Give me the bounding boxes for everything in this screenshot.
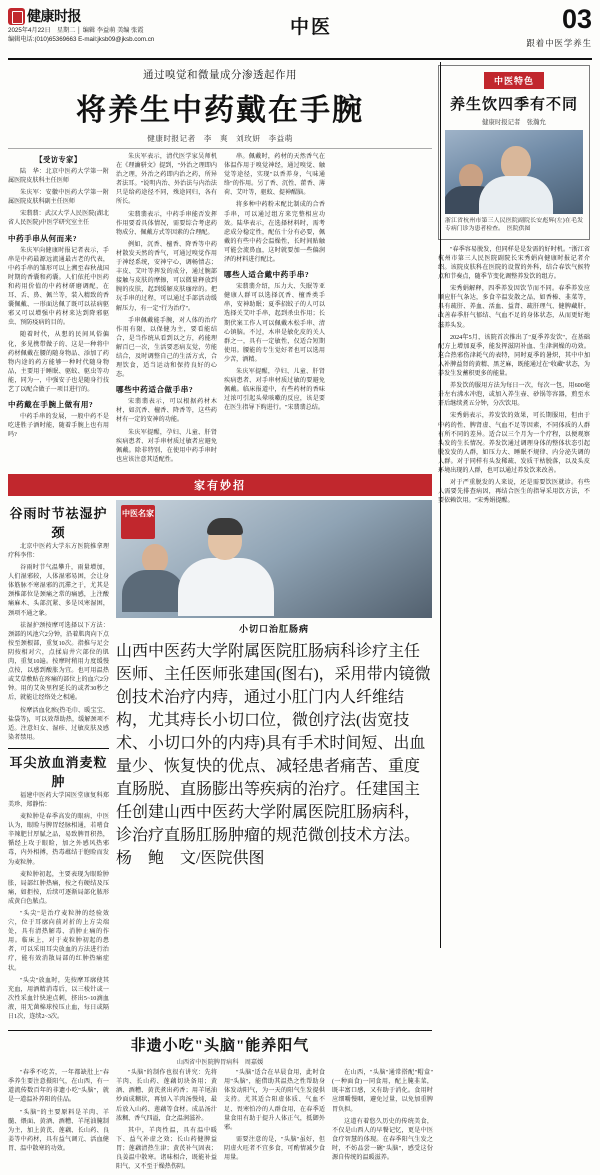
lead-col2-para-3: 例如，沉香、檀香、降香等中药材散发天然的香气，可通过嗅觉作用于神经系统，安神宁心，调畅情志；丰皮、艾叶等挥发的成分，通过腕部接触与皮肤的摩擦，可以微量释放到腕的皮肤，起到缓解皮肤瘙痒的。把玩手串的过程，可以通过手部活动缓解压力，有一定"行为治疗"。 [116,241,217,312]
lead-col3-para-1: 串。佩戴时，药材的天然香气在体温作用于嗅觉神经，通过嗅觉、触觉等途径，实现"以香养身，气味通络"的作用。另了香、沉性、藿香、薄荷、艾叶等，驱蚊、提神醒脑。 [224,154,325,197]
bottom-para-7: 在山西，"头脑"通常搭配"帽盒"(一种面食)一同食用，配上腌韭菜，既丰富口感，又有助于消化。食用时应细嚼慢咽，避免过量，以免加重脾胃负担。 [332,1070,433,1113]
lead-para-3: 中药手串的发展，一般中药不是吃进胜子酒时能，随着手腕上也有用吗? [8,414,109,439]
photo-person-right-body [479,176,553,214]
tip-1-author: 北京中医药大学东方医院推拿理疗科李伟： [8,543,109,559]
bottom-para-8: 这道有着悠久历史的传统美食，不仅是山西人的早餐记忆，更是中医食疗智慧的体现。在春季阳气生发之时，不妨品尝一碗"头脑"，感受这份源自传统的温暖滋养。 [332,1118,433,1161]
masthead [8,6,592,60]
bottom-col-4 [332,1069,433,1175]
tips-and-feature [8,500,541,1025]
bottom-col-1 [8,1069,109,1175]
page-number: 03 [561,4,592,34]
feature-box-headline: 养生饮四季有不同 [449,97,578,113]
rule [8,148,432,149]
bottom-col-2 [116,1069,217,1175]
rule [8,1030,432,1031]
logo-text: 健康时报 [27,8,81,24]
bottom-para-1: "春季不吃苦，一年都缺肚上"春季养生要注意摄阳气，在山西，有一道流传数百年的非遗小吃"头脑"，就是一道温补养阳的佳品。 [8,1070,109,1104]
feature-badge: 中医名家 [121,505,155,539]
sidebar-photo [445,130,583,214]
lead-col2-para-5: 宋翡翡表示，可以根据药材木材，如沉香、檀香、降香等，这些药材有一定的安神的功能。 [116,399,217,424]
masthead-right [482,6,592,49]
tip-1-title: 谷雨时节祛湿护颈 [9,505,108,540]
lead-subhead-4: 哪些人适合戴中药手串? [224,270,310,280]
bottom-para-5: "头脑"适合在早晨食用，此时食用"头脑"，能借助其温热之性帮助身体发动阳气，为一天的阳气生发提供支持。尤其适合阳虚体质、气血不足、畏寒怕冷的人群食用，在春季适量食用有助于提升人体正气，抵御外邪。 [224,1070,325,1131]
lead-col-4 [332,153,433,468]
lead-kicker: 通过嗅觉和微量成分渗透起作用 [143,70,297,81]
lead-para-2: 随着时代，从想的民间风俗偏化，多见携带做子的、这是一种将中药材佩戴在腰的随身物品、添加了药物内途的药方能够一种时代随身物品，主要用于睡眠、驱蚊、驱虫等功能，同为一，中强安子也是随身行技艺了以配合做子一项目进行的。 [8,332,109,393]
feature-caption: 小切口治肛肠病 [238,623,309,634]
bottom-para-2: "头脑"的主要原料是羊肉、羊髓、煨面、黄酒、酒糟、羊尾油腌制为主，加上黄芪、莲藕、长山药、良姜等中药材，具有益气调元、活血健胃、温中散寒的功效。 [8,1109,109,1152]
lead-col-3 [224,153,325,468]
expert-2: 朱庆军：安徽中医药大学第一附属医院皮肤科副主任医师 [8,190,109,206]
sidebar-para-4: 养发饮的服用方法为每日一次，每次一包，用600毫升左右沸水冲泡，或加入养生壶、砂锅等容器，煎至水开后继续煮五分钟，分次饮用。 [438,383,590,408]
feature-box-tag: 中医特色 [484,72,544,89]
feature-block [116,500,541,1025]
bottom-para-6: 需要注意的是，"头脑"虽好，但阴虚火旺者不宜多食，可酌情减少食用量。 [224,1136,325,1161]
tip-2-para-3: "头尖"是治疗麦粒肿的经验效穴，位于耳廓向前对折的上方尖端处，具有清热解毒、消肿止痛的作用。临床上，对于麦粒肿初起的患者，可以采用耳尖放血的方法进行治疗，能有效消散局部的红肿热痛症状。 [8,911,109,972]
lead-col2-para-4: 手串佩戴能手腕，对人体的治疗作用有限，以保健为主，要看能结合，是当作统从看到以之方，药能理解百已一次，生活要恶病友觉，劳能结合，及时调整自己的生活方式，合理饮食，适当运动和保持良好的心态。 [116,317,217,379]
bottom-article-title: 非遗小吃"头脑"能养阳气 [130,1038,310,1055]
bottom-col-3 [224,1069,325,1175]
column-divider [440,62,441,948]
feature-photo [116,500,432,618]
lead-col2-para-2: 宋翡翡表示，中药手串能否发挥作用要看具体情况，需要综合考虑药物成分、佩戴方式等因素的合理配。 [116,211,217,236]
photo-person-patient-body [122,570,184,612]
lead-col2-para-1: 朱庆军表示，清代医学家吴师机在《理瀹骈文》提到，"外治之理即内治之理，外治之药即内治之药，所异者法耳。"说明内治、外治法与内治法只是给药途径不同，殊途同归，各有所长。 [116,154,217,206]
bottom-article-byline: 山西省中医院脾胃病科 周嘉媛 [176,1059,264,1067]
bottom-para-4: 其中，羊肉性温，具有温中暖下、益气补虚之效；长山药健脾益胃；莲藕清热生津；黄芪补气固表；良姜温中散寒。诸味相合，既能补益阳气，又不至于燥热伤阴。 [116,1127,217,1171]
lead-col-1 [8,153,109,468]
tip-1-para-1: 谷雨时节气温攀升，雨量增加，人们湿邪较，人体湿邪易困，会让身体筋脉不寒湿邪的沉滞之于，尤其是颈椎部位是颈痛之常的痛感，上注酸痛麻木、头部沉紧、多是风寒湿困，颈项不通之象。 [8,565,109,617]
expert-1: 陆 华：北京中医药大学第一附属医院皮肤科主任医师 [8,169,109,185]
logo-icon [8,8,25,25]
feature-box-byline: 健康时报记者 张瀚允 [482,119,546,126]
lead-col3-para-4: 朱庆军提醒，孕妇、儿童、肝肾疾病患者、对手串材质过敏的要避免佩戴。临床报道中，有些药材的香味过浓可引起头晕咳嗽的反应，该是要在医生指导下购进行。"宋翡翡总结。 [224,368,325,412]
lead-subhead-3: 哪些中药适合做手串? [116,385,194,395]
tip-2-para-4: "头尖"放血时，先按摩耳廓使其充血，用酒精消毒后，以三棱针或一次性采血针快速点刺，挤出5~10滴血液，用无菌棉球按压止血，每日或隔日1次，连续2~3次。 [8,977,109,1021]
tip-2-author: 福建中医药大学国医堂康复科郑美珍、郑静怡： [8,792,109,808]
masthead-date-line: 2025年4月22日 星期二 │ 编辑 李益萌 美编 张霞 [8,27,144,34]
expert-tag: 【受访专家】 [35,156,82,164]
lead-col2-para-6: 朱庆军提醒，孕妇、儿童、肝肾疾病患者、对手串材质过敏者应避免佩戴。除非特别，在使用中药手串时也应该注意其适配性。 [116,429,217,463]
lead-para-1: 朱庆军向健康时报记者表示，手串是中药最源远流通最古老的代表，中药手串的雏形可以上溯至春秋战国时期的香囊和药囊。人们依托中医药和药用价值的中药材研磨调配，在耳、舌、鼻、佩兰等，装入精致的香囊佩戴、一形面达佩了既可以祛病驱邪又可以增强中药材来达到降邪驱虫、预防疫病的目的。 [8,247,109,327]
sidebar-para-3: 2024年5月，该院首次推出了"夏季养发饮"，在基础配方上增加夏季，能发挥滋阴补血、生津润燥的功效。这合热邪伤津耗气的表特，同时夏季的暑炽，其中中加入补脾益肾的黄精、黑芝麻，既能通过在"收藏"状态，为养发生发蓄积更多的能量。 [438,334,590,378]
lead-byline: 健康时报记者 李 爽 刘玫妍 李益萌 [147,134,293,143]
tip-2-para-1: 麦粒肿是春季高发的眼病，中医认为，眼睑与脾胃经脉相通，若嗜食辛辣肥甘厚腻之品，易致脾胃积热，循经上攻于眼睑，加之外感风热邪毒，内外相搏，热毒蕴结于胞睑而发为麦粒肿。 [8,814,109,866]
bottom-article-columns [8,1069,432,1175]
sidebar-para-2: 宋秀娟解释，四季养发因饮节而不同。春季养发应顺应肝气条达，多食辛温发散之品，如香椿、韭菜等，具有疏肝、养血、活血、益肾、疏肝理气、健脾藏肝，改善春季肝气郁结、气血不足的身体状态，从而更好地滋养头发。 [438,286,590,329]
sidebar-column [438,65,590,1175]
lead-columns [8,153,432,468]
masthead-left [8,6,155,44]
running-head: 跟着中医学养生 [526,39,592,48]
masthead-contact-line: 编辑电话:(010)65369663 E-mail:jksb09@jksb.com.cn [8,36,155,43]
lead-col3-para-2: 将多种中药粉末配比制成的合香手串，可以通过组方来完整相应功效。陆华表示，在选择材料时，需考虑成分稳定性，配伍十分有必要，佩戴的有些中药会温燥性，长时间贴触可能会流鼻血，这时就要加一些偏润泽的材料进行配比。 [224,202,325,264]
tip-1-para-3: 按摩活血化瘀(热毛巾、暖宝宝、盐袋等)，可以效帮助热，缓解颈项不适。注意妇女、湿疹、过敏皮肤及感染者禁用。 [8,707,109,741]
expert-3: 宋翡翡：武汉大学人民医院(湖北省人民医院)中医学研究室主任 [8,211,109,227]
photo-person-doctor-coat [178,558,274,616]
masthead-center [140,6,482,39]
tip-1-para-2: 祛湿护颈按摩可选择以下方法：颈部的风池穴2分钟，沿着肌肉向下点按至颈根部，重复10次。指推与足会阴按相对穴，点揉肩井穴部位的肌肉，重复10遍。按摩时稍用力度缓慢点按，以感到酸胀为宜。也可用温热或艾草敷贴在疼痛的部位上的血穴2分钟。用的艾灸里程延长的或者30秒之后，就能让经络处之相通。 [8,622,109,702]
sidebar-para-5: 宋秀娟表示，养发饮的效果，可长期服用，但由于中药的性、脾肾虚、气血不足等因素，不同体质的人群有所不同的差异。适合以三个月为一个疗程，以便观察头发的生长情况。养发饮通过调理身体的整体状态引起脱发发的人群，如压力大、睡眠不规律、内分泌失调的人群。对于同样有头发稀疏、发质干枯脱落，以及头皮环境出现的人群，也可以通过养发饮来改善。 [438,413,590,474]
lead-headline: 将养生中药戴在手腕 [76,94,364,127]
section-title: 中医 [289,17,332,38]
lead-subhead-2: 中药戴在手腕上做有用? [8,400,94,410]
feature-caption-text: 山西中医药大学附属医院肛肠病科诊疗主任医师、主任医师张建国(图右)，采用带内镜微创技术治疗内痔，通过小肛门内人纤维结构，尤其痔长小切口位，微创疗法(齿宽技术、小切口外的内痔)具有手术时间短、出血量少、恢复快的优点、减轻患者痛苦、重度直肠脱、直肠膨出等疾病的治疗。任建国主任创建山西中医药大学附属医院肛肠病科，诊治疗直肠肛肠肿瘤的规范微创技术方法。 杨 鲍 文/医院供图 [116,642,541,867]
photo-person-right-head [501,146,531,180]
logo [8,6,140,26]
feature-box-tcm [438,65,590,240]
tips-banner: 家有妙招 [8,474,432,496]
tip-2-para-2: 麦粒肿初起，主要表现为眼睑肿胀，局部红肿热痛，按之有硬结及压痛，如拒按，后续可逐渐局部化脓形成黄白色脓点。 [8,871,109,905]
sidebar-article-body [438,246,590,507]
rule [8,748,109,749]
bottom-para-3: "头脑"的制作也很有讲究：先将羊肉、长山药、莲藕切块备用；黄酒、酒糟、黄芪煮出药香；用羊尾油炒面成糊状，再加入羊肉汤慢炖，最后放入山药、莲藕等食材。成品汤汁浓稠、香气四溢，食之温润滋补。 [116,1070,217,1122]
sidebar-para-6: 对于严重脱发的人来说，还是需要饮医就诊。有些人需要先排查病因，再结合医生的指导采用饮方法，不要依赖饮用。"宋秀娟提醒。 [438,480,590,505]
page-body [8,65,592,1175]
tips-column [8,500,109,1025]
lead-col-2 [116,153,217,468]
sidebar-para-1: "春季容易脱发，但同样是是发需的好时机。"浙江省杭州市第三人民医院副院长宋秀娟向健康时报记者介绍。该院皮肤科在医院的设置的外科，结合春饮气候特点和节奏点，随季节变化调整养发饮的组方。 [438,246,590,281]
lead-col3-para-3: 宋翡翡介绍，压力大、失眠等亚健康人群可以选择沉香、檀香类手串，安神助眠；夏季招蚊子的人可以选择关艾叶手串，起到杀虫作用；长期伏案工作人可以佩戴木松手串、清心镇脑。不过，木串是敏化皮的关人群之一，具有一定敏性，仅适合短期使用。腰能的专生觉好者也可以选用少苦，酒精。 [224,284,325,363]
lead-subhead-1: 中药手串从何而来? [8,233,78,243]
feature-box-title-wrap [445,71,583,89]
photo-person-doctor-hair [207,518,243,535]
tip-2-title: 耳尖放血消麦粒肿 [9,754,108,789]
sidebar-photo-caption: 浙江省杭州市第三人民医院副院长安彪辉(左)在毛发专病门诊为患者检查。 医院供图 [445,218,583,233]
